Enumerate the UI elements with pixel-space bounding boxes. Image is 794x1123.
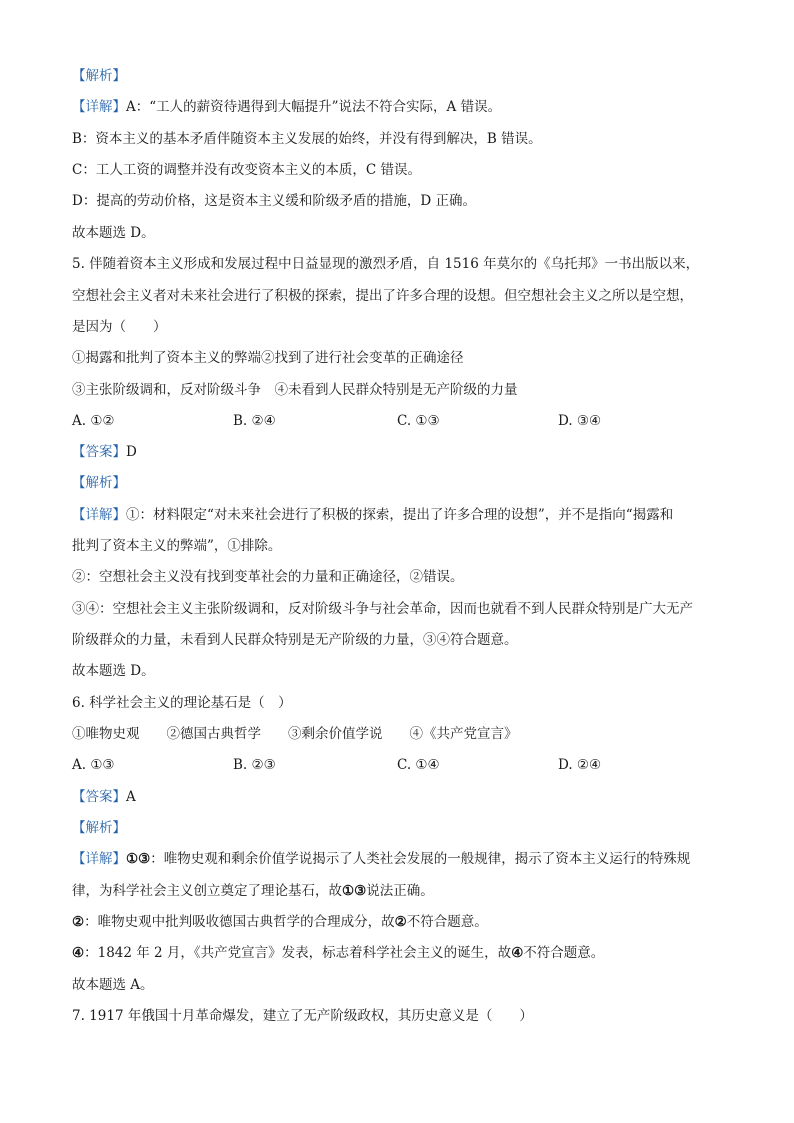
q6-detail-1-marker: ①③ <box>126 851 151 867</box>
q6-detail-4-marker: ④ <box>72 945 85 961</box>
q6-detail-1-cont-marker: ①③ <box>342 883 367 899</box>
detail-a <box>72 98 722 116</box>
q7-stem: 7. 1917 年俄国十月革命爆发，建立了无产阶级政权，其历史意义是（ ） <box>72 1008 533 1024</box>
q6-stem: 6. 科学社会主义的理论基石是（ ） <box>72 695 292 711</box>
detail-b: B：资本主义的基本矛盾伴随资本主义发展的始终，并没有得到解决，B 错误。 <box>72 131 542 147</box>
q6-detail-2-end: 不符合题意。 <box>406 914 488 930</box>
analysis-label: 【解析】 <box>72 475 126 491</box>
q6-detail-1 <box>72 850 722 868</box>
detail-label: 【详解】 <box>72 99 126 115</box>
detail-c: C：工人工资的调整并没有改变资本主义的本质，C 错误。 <box>72 162 421 178</box>
option-a: A. ①③ <box>72 757 115 773</box>
q6-detail-2 <box>72 913 722 931</box>
q6-detail-1-cont <box>72 882 722 900</box>
q6-items: ①唯物史观 ②德国古典哲学 ③剩余价值学说 ④《共产党宣言》 <box>72 726 518 742</box>
option-b: B. ②④ <box>233 413 276 429</box>
q5-items-1-2: ①揭露和批判了资本主义的弊端②找到了进行社会变革的正确途径 <box>72 350 464 366</box>
answer-label: 【答案】 <box>72 444 126 460</box>
detail-a-text: A：“工人的薪资待遇得到大幅提升”说法不符合实际，A 错误。 <box>126 99 502 115</box>
q6-detail-1-cont-text: 律，为科学社会主义创立奠定了理论基石，故 <box>72 883 342 899</box>
q5-stem-line3: 是因为（ ） <box>72 319 167 335</box>
option-d: D. ③④ <box>558 413 602 429</box>
q6-detail-2-marker-2: ② <box>394 914 407 930</box>
option-c: C. ①④ <box>397 757 440 773</box>
q5-stem-line1: 5. 伴随着资本主义形成和发展过程中日益显现的激烈矛盾，自 1516 年莫尔的《乌托邦》一书出版以来， <box>72 256 700 272</box>
q6-detail-4 <box>72 944 722 962</box>
q5-detail-1-cont: 批判了资本主义的弊端”，①排除。 <box>72 538 282 554</box>
detail-label: 【详解】 <box>72 507 126 523</box>
q5-detail-3: ③④：空想社会主义主张阶级调和，反对阶级斗争与社会革命，因而也就看不到人民群众特别是广大无产 <box>72 601 693 617</box>
q6-detail-4-end: 不符合题意。 <box>523 945 605 961</box>
q5-detail-3-cont: 阶级群众的力量，未看到人民群众特别是无产阶级的力量，③④符合题意。 <box>72 632 518 648</box>
answer-value: A <box>126 789 136 805</box>
q5-detail-2: ②：空想社会主义没有找到变革社会的力量和正确途径，②错误。 <box>72 569 464 585</box>
q5-answer <box>72 443 722 461</box>
analysis-label: 【解析】 <box>72 68 126 84</box>
q5-detail-1 <box>72 506 722 524</box>
option-d: D. ②④ <box>558 757 602 773</box>
conclusion: 故本题选 D。 <box>72 225 155 241</box>
answer-value: D <box>126 444 137 460</box>
option-c: C. ①③ <box>397 413 440 429</box>
q6-detail-4-marker-2: ④ <box>511 945 524 961</box>
analysis-label: 【解析】 <box>72 820 126 836</box>
q6-conclusion: 故本题选 A。 <box>72 977 154 993</box>
q6-detail-2-text: ：唯物史观中批判吸收德国古典哲学的合理成分，故 <box>84 914 395 930</box>
q6-detail-4-text: ：1842 年 2 月，《共产党宣言》发表，标志着科学社会主义的诞生，故 <box>84 945 512 961</box>
q5-items-3-4: ③主张阶级调和，反对阶级斗争 ④未看到人民群众特别是无产阶级的力量 <box>72 382 518 398</box>
q5-conclusion: 故本题选 D。 <box>72 663 155 679</box>
q5-detail-1-text: ①：材料限定“对未来社会进行了积极的探索，提出了许多合理的设想”，并不是指向“揭露和 <box>126 507 674 523</box>
option-b: B. ②③ <box>233 757 276 773</box>
detail-d: D：提高的劳动价格，这是资本主义缓和阶级矛盾的措施，D 正确。 <box>72 193 476 209</box>
detail-label: 【详解】 <box>72 851 126 867</box>
answer-label: 【答案】 <box>72 789 126 805</box>
q5-stem-line2: 空想社会主义者对未来社会进行了积极的探索，提出了许多合理的设想。但空想社会主义之所以是空想， <box>72 288 693 304</box>
q6-detail-1-cont-end: 说法正确。 <box>366 883 434 899</box>
q6-answer <box>72 788 722 806</box>
q6-detail-1-text: ：唯物史观和剩余价值学说揭示了人类社会发展的一般规律，揭示了资本主义运行的特殊规 <box>150 851 691 867</box>
option-a: A. ①② <box>72 413 115 429</box>
q6-detail-2-marker: ② <box>72 914 85 930</box>
